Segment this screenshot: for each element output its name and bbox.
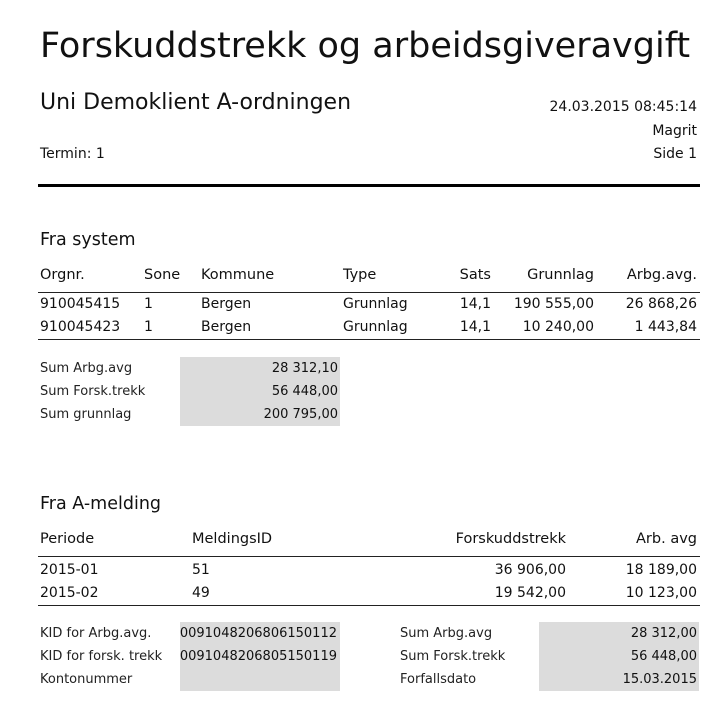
- table-header-rule: [38, 556, 700, 557]
- kid-value: 0091048206805150119: [179, 649, 337, 664]
- col-header-sone: Sone: [144, 267, 181, 283]
- col-header-arbgavg: Arbg.avg.: [626, 267, 697, 283]
- table-cell: 36 906,00: [494, 562, 566, 578]
- page-number: Side 1: [653, 146, 697, 162]
- sum-value: 56 448,00: [630, 649, 697, 664]
- col-header-grunnlag: Grunnlag: [527, 267, 594, 283]
- table-cell: Grunnlag: [343, 319, 408, 335]
- table-cell: 190 555,00: [513, 296, 594, 312]
- col-header-periode: Periode: [40, 531, 95, 547]
- col-header-meldingsid: MeldingsID: [192, 531, 273, 547]
- table-footer-rule: [38, 605, 700, 606]
- kid-value: 0091048206806150112: [179, 626, 337, 641]
- table-cell: 10 123,00: [625, 585, 697, 601]
- kid-label: KID for forsk. trekk: [40, 649, 163, 664]
- table-cell: Bergen: [201, 319, 252, 335]
- table-cell: 10 240,00: [522, 319, 594, 335]
- sum-label: Forfallsdato: [400, 672, 477, 687]
- table-cell: 18 189,00: [625, 562, 697, 578]
- sum-value: 15.03.2015: [622, 672, 697, 687]
- table-cell: 910045423: [40, 319, 121, 335]
- table-cell: 2015-01: [40, 562, 99, 578]
- sum-value: 28 312,00: [630, 626, 697, 641]
- table-header-rule: [38, 292, 700, 293]
- kid-label: Kontonummer: [40, 672, 133, 687]
- col-header-arb-avg: Arb. avg: [636, 531, 697, 547]
- sum-label: Sum Arbg.avg: [400, 626, 493, 641]
- section-heading-amelding: Fra A-melding: [40, 494, 162, 514]
- table-cell: 2015-02: [40, 585, 99, 601]
- table-cell: 1: [144, 296, 153, 312]
- table-cell: 1 443,84: [634, 319, 697, 335]
- col-header-sats: Sats: [459, 267, 491, 283]
- table-cell: 1: [144, 319, 153, 335]
- col-header-type: Type: [343, 267, 377, 283]
- col-header-orgnr: Orgnr.: [40, 267, 85, 283]
- table-cell: 19 542,00: [494, 585, 566, 601]
- header-divider: [38, 184, 700, 187]
- kid-label: KID for Arbg.avg.: [40, 626, 152, 641]
- sum-label: Sum Forsk.trekk: [40, 384, 146, 399]
- termin-label: Termin: 1: [40, 146, 105, 162]
- sum-label: Sum Arbg.avg: [40, 361, 133, 376]
- sum-label: Sum Forsk.trekk: [400, 649, 506, 664]
- client-name: Uni Demoklient A-ordningen: [40, 90, 352, 115]
- sum-value: 56 448,00: [271, 384, 338, 399]
- table-footer-rule: [38, 339, 700, 340]
- report-datetime: 24.03.2015 08:45:14: [549, 99, 697, 115]
- table-cell: Grunnlag: [343, 296, 408, 312]
- col-header-forskuddstrekk: Forskuddstrekk: [455, 531, 566, 547]
- table-cell: 14,1: [459, 296, 491, 312]
- section-heading-system: Fra system: [40, 230, 136, 250]
- col-header-kommune: Kommune: [201, 267, 275, 283]
- table-cell: 910045415: [40, 296, 121, 312]
- table-cell: 49: [192, 585, 210, 601]
- sum-value: 200 795,00: [263, 407, 338, 422]
- report-user: Magrit: [652, 123, 697, 139]
- table-cell: Bergen: [201, 296, 252, 312]
- table-cell: 51: [192, 562, 210, 578]
- table-cell: 14,1: [459, 319, 491, 335]
- sum-label: Sum grunnlag: [40, 407, 132, 422]
- report-title: Forskuddstrekk og arbeidsgiveravgift: [40, 26, 691, 66]
- table-cell: 26 868,26: [625, 296, 697, 312]
- sum-value: 28 312,10: [271, 361, 338, 376]
